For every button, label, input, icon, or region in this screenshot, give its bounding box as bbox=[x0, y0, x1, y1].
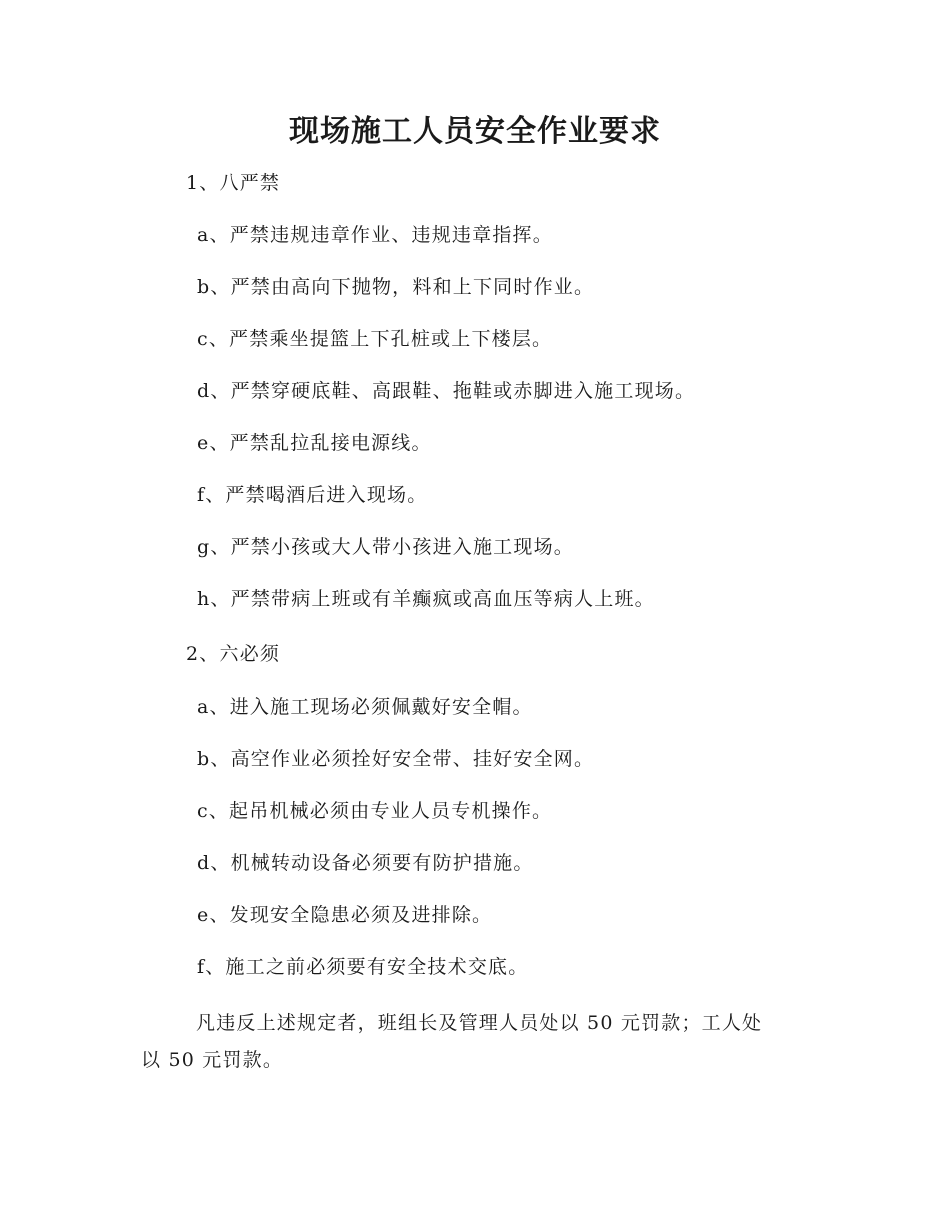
list-item: h、严禁带病上班或有羊癫疯或高血压等病人上班。 bbox=[197, 588, 655, 610]
section-heading-1: 1、八严禁 bbox=[186, 172, 281, 194]
list-item: f、施工之前必须要有安全技术交底。 bbox=[197, 956, 529, 978]
list-item: c、严禁乘坐提篮上下孔桩或上下楼层。 bbox=[197, 328, 553, 350]
page-title: 现场施工人员安全作业要求 bbox=[289, 114, 661, 149]
closing-paragraph-line-2: 以 50 元罚款。 bbox=[141, 1049, 284, 1071]
list-item: e、发现安全隐患必须及进排除。 bbox=[197, 904, 493, 926]
list-item: d、机械转动设备必须要有防护措施。 bbox=[197, 852, 534, 874]
list-item: g、严禁小孩或大人带小孩进入施工现场。 bbox=[197, 536, 574, 558]
closing-paragraph-line-1: 凡违反上述规定者，班组长及管理人员处以 50 元罚款；工人处 bbox=[196, 1012, 763, 1034]
list-item: a、严禁违规违章作业、违规违章指挥。 bbox=[197, 224, 553, 246]
list-item: f、严禁喝酒后进入现场。 bbox=[197, 484, 428, 506]
list-item: b、高空作业必须拴好安全带、挂好安全网。 bbox=[197, 748, 595, 770]
section-heading-2: 2、六必须 bbox=[186, 643, 281, 665]
list-item: b、严禁由高向下抛物，料和上下同时作业。 bbox=[197, 276, 595, 298]
list-item: c、起吊机械必须由专业人员专机操作。 bbox=[197, 800, 553, 822]
list-item: e、严禁乱拉乱接电源线。 bbox=[197, 432, 432, 454]
list-item: d、严禁穿硬底鞋、高跟鞋、拖鞋或赤脚进入施工现场。 bbox=[197, 380, 696, 402]
list-item: a、进入施工现场必须佩戴好安全帽。 bbox=[197, 696, 533, 718]
